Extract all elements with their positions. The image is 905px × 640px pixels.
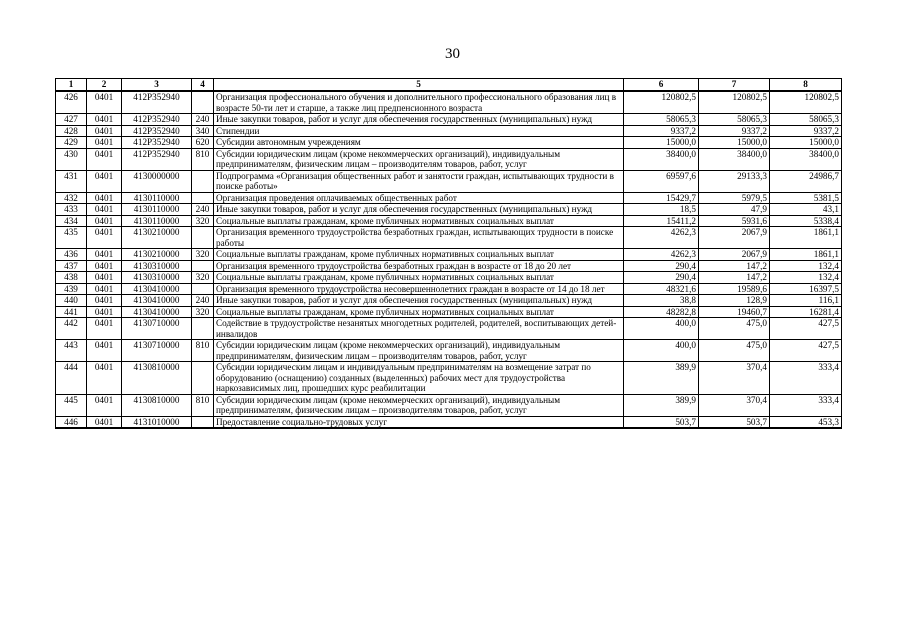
amount-col-6: 69597,6 [624,170,699,192]
section-code: 0401 [87,318,122,340]
section-code: 0401 [87,227,122,249]
table-row [56,91,842,114]
amount-col-6: 15000,0 [624,137,699,149]
expense-type-code [192,170,214,192]
row-number: 439 [56,283,87,295]
expense-type-code: 810 [192,148,214,170]
amount-col-6: 4262,3 [624,249,699,261]
table-row [56,362,842,395]
section-code: 0401 [87,215,122,227]
row-number: 431 [56,170,87,192]
target-article-code: 412P352940 [122,125,192,137]
item-description: Организация временного трудоустройства безработных граждан, испытывающих трудности в поиске работы [214,227,624,249]
target-article-code: 4130110000 [122,215,192,227]
target-article-code: 4130310000 [122,260,192,272]
amount-col-8: 43,1 [770,204,842,216]
table-row [56,227,842,249]
section-code: 0401 [87,260,122,272]
expense-type-code [192,192,214,204]
item-description: Подпрограмма «Организация общественных работ и занятости граждан, испытывающих трудности в поиске работы» [214,170,624,192]
table-row [56,148,842,170]
amount-col-7: 5979,5 [699,192,770,204]
amount-col-8: 453,3 [770,416,842,428]
table-row [56,318,842,340]
row-number: 437 [56,260,87,272]
expense-type-code [192,416,214,428]
amount-col-7: 503,7 [699,416,770,428]
amount-col-7: 475,0 [699,340,770,362]
amount-col-8: 15000,0 [770,137,842,149]
amount-col-8: 9337,2 [770,125,842,137]
amount-col-8: 427,5 [770,340,842,362]
amount-col-7: 475,0 [699,318,770,340]
amount-col-6: 290,4 [624,272,699,284]
amount-col-7: 58065,3 [699,114,770,126]
target-article-code: 4130210000 [122,227,192,249]
row-number: 442 [56,318,87,340]
item-description: Иные закупки товаров, работ и услуг для обеспечения государственных (муниципальных) нужд [214,295,624,307]
item-description: Содействие в трудоустройстве незанятых многодетных родителей, родителей, воспитывающих детей-инвалидов [214,318,624,340]
amount-col-6: 15411,2 [624,215,699,227]
expense-type-code [192,260,214,272]
row-number: 432 [56,192,87,204]
budget-table [55,78,842,429]
header-col-3: 3 [122,79,192,92]
expense-type-code: 240 [192,295,214,307]
amount-col-7: 47,9 [699,204,770,216]
amount-col-8: 333,4 [770,362,842,395]
expense-type-code [192,318,214,340]
expense-type-code [192,362,214,395]
amount-col-6: 18,5 [624,204,699,216]
item-description: Организация временного трудоустройства несовершеннолетних граждан в возрасте от 14 до 18 лет [214,283,624,295]
table-row [56,340,842,362]
amount-col-8: 38400,0 [770,148,842,170]
item-description: Организация временного трудоустройства безработных граждан в возрасте от 18 до 20 лет [214,260,624,272]
header-col-8: 8 [770,79,842,92]
row-number: 429 [56,137,87,149]
item-description: Иные закупки товаров, работ и услуг для обеспечения государственных (муниципальных) нужд [214,204,624,216]
table-row [56,283,842,295]
table-body [56,91,842,428]
target-article-code: 4130410000 [122,295,192,307]
amount-col-7: 2067,9 [699,227,770,249]
table-header-row [56,79,842,92]
table-row [56,204,842,216]
row-number: 446 [56,416,87,428]
amount-col-6: 503,7 [624,416,699,428]
item-description: Субсидии юридическим лицам (кроме некоммерческих организаций), индивидуальным предпринимателям, физическим лицам – производителям товаров, работ, услуг [214,340,624,362]
amount-col-7: 147,2 [699,272,770,284]
expense-type-code: 620 [192,137,214,149]
target-article-code: 4130110000 [122,192,192,204]
expense-type-code: 320 [192,272,214,284]
section-code: 0401 [87,204,122,216]
target-article-code: 4130310000 [122,272,192,284]
item-description: Субсидии юридическим лицам и индивидуальным предпринимателям на возмещение затрат по оборудованию (оснащению) созданных (выделенных) рабочих мест для трудоустройства наркозависимых лиц, прошедших курс реабилитации [214,362,624,395]
expense-type-code: 240 [192,114,214,126]
amount-col-8: 1861,1 [770,249,842,261]
amount-col-6: 48321,6 [624,283,699,295]
item-description: Стипендии [214,125,624,137]
section-code: 0401 [87,272,122,284]
target-article-code: 4131010000 [122,416,192,428]
table-row [56,215,842,227]
expense-type-code: 320 [192,306,214,318]
section-code: 0401 [87,91,122,114]
amount-col-8: 16397,5 [770,283,842,295]
amount-col-6: 120802,5 [624,91,699,114]
section-code: 0401 [87,249,122,261]
item-description: Субсидии юридическим лицам (кроме некоммерческих организаций), индивидуальным предпринимателям, физическим лицам – производителям товаров, работ, услуг [214,394,624,416]
section-code: 0401 [87,394,122,416]
row-number: 427 [56,114,87,126]
header-col-1: 1 [56,79,87,92]
header-col-7: 7 [699,79,770,92]
expense-type-code: 320 [192,215,214,227]
section-code: 0401 [87,283,122,295]
section-code: 0401 [87,148,122,170]
table-row [56,192,842,204]
target-article-code: 4130410000 [122,306,192,318]
table-row [56,306,842,318]
amount-col-6: 38400,0 [624,148,699,170]
amount-col-6: 400,0 [624,318,699,340]
table-row [56,394,842,416]
item-description: Организация профессионального обучения и дополнительного профессионального образования лиц в возрасте 50-ти лет и старше, а также лиц предпенсионного возраста [214,91,624,114]
table-row [56,137,842,149]
section-code: 0401 [87,362,122,395]
header-col-6: 6 [624,79,699,92]
amount-col-8: 427,5 [770,318,842,340]
target-article-code: 412P352940 [122,137,192,149]
amount-col-7: 147,2 [699,260,770,272]
item-description: Социальные выплаты гражданам, кроме публичных нормативных социальных выплат [214,272,624,284]
expense-type-code: 320 [192,249,214,261]
expense-type-code [192,227,214,249]
amount-col-6: 15429,7 [624,192,699,204]
item-description: Иные закупки товаров, работ и услуг для обеспечения государственных (муниципальных) нужд [214,114,624,126]
row-number: 428 [56,125,87,137]
table-row [56,125,842,137]
target-article-code: 4130710000 [122,340,192,362]
amount-col-7: 120802,5 [699,91,770,114]
expense-type-code [192,283,214,295]
table-row [56,416,842,428]
header-col-5: 5 [214,79,624,92]
expense-type-code: 810 [192,394,214,416]
item-description: Социальные выплаты гражданам, кроме публичных нормативных социальных выплат [214,215,624,227]
amount-col-7: 19589,6 [699,283,770,295]
amount-col-6: 389,9 [624,394,699,416]
section-code: 0401 [87,295,122,307]
table-row [56,260,842,272]
section-code: 0401 [87,170,122,192]
target-article-code: 4130000000 [122,170,192,192]
amount-col-6: 48282,8 [624,306,699,318]
amount-col-6: 4262,3 [624,227,699,249]
amount-col-7: 9337,2 [699,125,770,137]
amount-col-7: 19460,7 [699,306,770,318]
expense-type-code: 810 [192,340,214,362]
item-description: Предоставление социально-трудовых услуг [214,416,624,428]
table-row [56,114,842,126]
amount-col-6: 290,4 [624,260,699,272]
row-number: 435 [56,227,87,249]
amount-col-8: 5338,4 [770,215,842,227]
expense-type-code: 340 [192,125,214,137]
amount-col-6: 58065,3 [624,114,699,126]
target-article-code: 412P352940 [122,114,192,126]
header-col-2: 2 [87,79,122,92]
expense-type-code: 240 [192,204,214,216]
target-article-code: 412P352940 [122,148,192,170]
target-article-code: 4130110000 [122,204,192,216]
section-code: 0401 [87,137,122,149]
section-code: 0401 [87,192,122,204]
amount-col-7: 38400,0 [699,148,770,170]
page-number: 30 [445,46,460,62]
amount-col-7: 5931,6 [699,215,770,227]
row-number: 444 [56,362,87,395]
amount-col-7: 2067,9 [699,249,770,261]
row-number: 440 [56,295,87,307]
table-row [56,249,842,261]
target-article-code: 412P352940 [122,91,192,114]
item-description: Субсидии юридическим лицам (кроме некоммерческих организаций), индивидуальным предпринимателям, физическим лицам – производителям товаров, работ, услуг [214,148,624,170]
amount-col-7: 29133,3 [699,170,770,192]
amount-col-6: 400,0 [624,340,699,362]
row-number: 430 [56,148,87,170]
amount-col-8: 132,4 [770,272,842,284]
header-col-4: 4 [192,79,214,92]
section-code: 0401 [87,416,122,428]
row-number: 441 [56,306,87,318]
target-article-code: 4130410000 [122,283,192,295]
row-number: 434 [56,215,87,227]
amount-col-8: 120802,5 [770,91,842,114]
expense-type-code [192,91,214,114]
amount-col-8: 5381,5 [770,192,842,204]
target-article-code: 4130810000 [122,394,192,416]
amount-col-8: 1861,1 [770,227,842,249]
section-code: 0401 [87,340,122,362]
amount-col-6: 9337,2 [624,125,699,137]
table-row [56,272,842,284]
amount-col-8: 16281,4 [770,306,842,318]
row-number: 426 [56,91,87,114]
amount-col-8: 132,4 [770,260,842,272]
amount-col-8: 58065,3 [770,114,842,126]
item-description: Субсидии автономным учреждениям [214,137,624,149]
section-code: 0401 [87,125,122,137]
section-code: 0401 [87,306,122,318]
row-number: 445 [56,394,87,416]
amount-col-7: 15000,0 [699,137,770,149]
row-number: 438 [56,272,87,284]
target-article-code: 4130810000 [122,362,192,395]
amount-col-8: 116,1 [770,295,842,307]
amount-col-6: 38,8 [624,295,699,307]
amount-col-7: 370,4 [699,394,770,416]
section-code: 0401 [87,114,122,126]
amount-col-7: 370,4 [699,362,770,395]
amount-col-8: 333,4 [770,394,842,416]
item-description: Социальные выплаты гражданам, кроме публичных нормативных социальных выплат [214,306,624,318]
amount-col-6: 389,9 [624,362,699,395]
amount-col-7: 128,9 [699,295,770,307]
row-number: 433 [56,204,87,216]
table-row [56,170,842,192]
amount-col-8: 24986,7 [770,170,842,192]
target-article-code: 4130710000 [122,318,192,340]
item-description: Социальные выплаты гражданам, кроме публичных нормативных социальных выплат [214,249,624,261]
item-description: Организация проведения оплачиваемых общественных работ [214,192,624,204]
row-number: 443 [56,340,87,362]
table-row [56,295,842,307]
target-article-code: 4130210000 [122,249,192,261]
row-number: 436 [56,249,87,261]
